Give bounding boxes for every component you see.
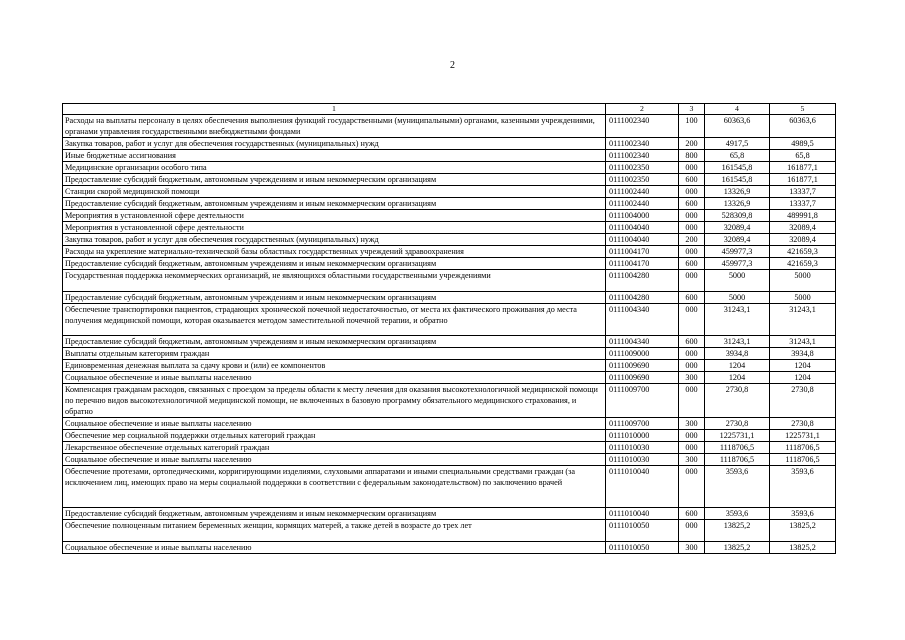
table-row bbox=[63, 258, 836, 270]
row-value-year2: 2730,8 bbox=[770, 418, 836, 430]
row-value-year1: 13326,9 bbox=[705, 186, 770, 198]
row-value-year1: 13326,9 bbox=[705, 198, 770, 210]
table-row bbox=[63, 442, 836, 454]
row-value-year2: 1204 bbox=[770, 360, 836, 372]
row-name: Обеспечение мер социальной поддержки отдельных категорий граждан bbox=[63, 430, 606, 442]
row-name: Мероприятия в установленной сфере деятельности bbox=[63, 210, 606, 222]
table-row bbox=[63, 508, 836, 520]
row-value-year2: 13825,2 bbox=[770, 542, 836, 554]
row-value-year2: 421659,3 bbox=[770, 246, 836, 258]
table-row bbox=[63, 174, 836, 186]
row-name: Социальное обеспечение и иные выплаты населению bbox=[63, 542, 606, 554]
row-code: 0111002350 bbox=[606, 162, 679, 174]
row-value-year1: 1118706,5 bbox=[705, 454, 770, 466]
row-code: 0111004040 bbox=[606, 234, 679, 246]
row-value-year2: 161877,1 bbox=[770, 174, 836, 186]
row-name: Медицинские организации особого типа bbox=[63, 162, 606, 174]
row-value-year2: 3934,8 bbox=[770, 348, 836, 360]
page-number: 2 bbox=[450, 60, 455, 71]
row-value-year1: 459977,3 bbox=[705, 246, 770, 258]
table-row bbox=[63, 186, 836, 198]
column-header-5: 5 bbox=[770, 104, 836, 115]
table-row bbox=[63, 384, 836, 418]
row-expense-type: 300 bbox=[679, 542, 705, 554]
row-expense-type: 000 bbox=[679, 466, 705, 508]
row-value-year1: 1204 bbox=[705, 360, 770, 372]
row-value-year2: 5000 bbox=[770, 292, 836, 304]
row-name: Обеспечение полноценным питанием беременных женщин, кормящих матерей, а также детей в возрасте до трех лет bbox=[63, 520, 606, 542]
table-row bbox=[63, 115, 836, 138]
row-expense-type: 000 bbox=[679, 430, 705, 442]
row-code: 0111004040 bbox=[606, 222, 679, 234]
row-expense-type: 000 bbox=[679, 442, 705, 454]
row-name: Обеспечение протезами, ортопедическими, корригирующими изделиями, слуховыми аппаратами и иными специальными средствами граждан (за исключением лиц, имеющих право на меры социальной поддержки в соответствии с федеральным законодательством) по заключению врачей bbox=[63, 466, 606, 508]
row-value-year1: 528309,8 bbox=[705, 210, 770, 222]
row-expense-type: 300 bbox=[679, 454, 705, 466]
row-value-year1: 2730,8 bbox=[705, 418, 770, 430]
row-expense-type: 000 bbox=[679, 520, 705, 542]
row-value-year2: 32089,4 bbox=[770, 222, 836, 234]
row-name: Иные бюджетные ассигнования bbox=[63, 150, 606, 162]
row-code: 0111004340 bbox=[606, 304, 679, 336]
row-value-year1: 5000 bbox=[705, 292, 770, 304]
table-row bbox=[63, 270, 836, 292]
row-value-year1: 3934,8 bbox=[705, 348, 770, 360]
row-code: 0111002350 bbox=[606, 174, 679, 186]
row-expense-type: 000 bbox=[679, 162, 705, 174]
row-value-year1: 1118706,5 bbox=[705, 442, 770, 454]
table-row bbox=[63, 162, 836, 174]
column-header-1: 1 bbox=[63, 104, 606, 115]
row-value-year1: 32089,4 bbox=[705, 222, 770, 234]
row-code: 0111010040 bbox=[606, 466, 679, 508]
row-expense-type: 000 bbox=[679, 304, 705, 336]
row-value-year1: 161545,8 bbox=[705, 174, 770, 186]
row-name: Расходы на выплаты персоналу в целях обеспечения выполнения функций государственными (муниципальными) органами, казенными учреждениями, органами управления государственными внебюджетными фондами bbox=[63, 115, 606, 138]
row-name: Предоставление субсидий бюджетным, автономным учреждениям и иным некоммерческим организациям bbox=[63, 258, 606, 270]
row-value-year2: 13825,2 bbox=[770, 520, 836, 542]
table-row bbox=[63, 198, 836, 210]
row-value-year2: 60363,6 bbox=[770, 115, 836, 138]
row-code: 0111004340 bbox=[606, 336, 679, 348]
table-row bbox=[63, 372, 836, 384]
row-code: 0111009700 bbox=[606, 384, 679, 418]
row-expense-type: 000 bbox=[679, 210, 705, 222]
row-value-year2: 421659,3 bbox=[770, 258, 836, 270]
row-value-year2: 1204 bbox=[770, 372, 836, 384]
table-row bbox=[63, 454, 836, 466]
table-row bbox=[63, 430, 836, 442]
row-value-year1: 459977,3 bbox=[705, 258, 770, 270]
row-code: 0111010050 bbox=[606, 542, 679, 554]
budget-table bbox=[62, 103, 836, 554]
table-row bbox=[63, 542, 836, 554]
table-row bbox=[63, 304, 836, 336]
table-row bbox=[63, 360, 836, 372]
row-value-year2: 65,8 bbox=[770, 150, 836, 162]
row-name: Социальное обеспечение и иные выплаты населению bbox=[63, 418, 606, 430]
table-row bbox=[63, 150, 836, 162]
row-name: Государственная поддержка некоммерческих организаций, не являющихся областными государственными учреждениями bbox=[63, 270, 606, 292]
row-code: 0111002340 bbox=[606, 138, 679, 150]
row-name: Предоставление субсидий бюджетным, автономным учреждениям и иным некоммерческим организациям bbox=[63, 508, 606, 520]
row-value-year1: 3593,6 bbox=[705, 466, 770, 508]
row-name: Единовременная денежная выплата за сдачу крови и (или) ее компонентов bbox=[63, 360, 606, 372]
row-name: Расходы на укрепление материально-технической базы областных государственных учреждений здравоохранения bbox=[63, 246, 606, 258]
row-value-year2: 1118706,5 bbox=[770, 442, 836, 454]
row-value-year2: 31243,1 bbox=[770, 336, 836, 348]
row-expense-type: 000 bbox=[679, 270, 705, 292]
table-body bbox=[63, 115, 836, 554]
row-expense-type: 000 bbox=[679, 384, 705, 418]
row-expense-type: 000 bbox=[679, 246, 705, 258]
row-expense-type: 600 bbox=[679, 258, 705, 270]
row-code: 0111002440 bbox=[606, 186, 679, 198]
row-name: Мероприятия в установленной сфере деятельности bbox=[63, 222, 606, 234]
row-value-year2: 1118706,5 bbox=[770, 454, 836, 466]
row-code: 0111002340 bbox=[606, 150, 679, 162]
row-value-year1: 32089,4 bbox=[705, 234, 770, 246]
row-name: Компенсация гражданам расходов, связанных с проездом за пределы области к месту лечения для оказания высокотехнологичной медицинской помощи по перечню видов высокотехнологичной медицинской помощи, не включенных в базовую программу обязательного медицинского страхования, и обратно bbox=[63, 384, 606, 418]
row-value-year2: 4989,5 bbox=[770, 138, 836, 150]
row-code: 0111010000 bbox=[606, 430, 679, 442]
row-value-year2: 13337,7 bbox=[770, 198, 836, 210]
table-row bbox=[63, 418, 836, 430]
column-header-4: 4 bbox=[705, 104, 770, 115]
row-expense-type: 100 bbox=[679, 115, 705, 138]
row-code: 0111010030 bbox=[606, 454, 679, 466]
row-value-year1: 1204 bbox=[705, 372, 770, 384]
row-value-year2: 1225731,1 bbox=[770, 430, 836, 442]
row-value-year1: 2730,8 bbox=[705, 384, 770, 418]
row-name: Социальное обеспечение и иные выплаты населению bbox=[63, 454, 606, 466]
row-value-year1: 31243,1 bbox=[705, 336, 770, 348]
row-expense-type: 300 bbox=[679, 372, 705, 384]
row-code: 0111010050 bbox=[606, 520, 679, 542]
row-expense-type: 600 bbox=[679, 336, 705, 348]
row-name: Предоставление субсидий бюджетным, автономным учреждениям и иным некоммерческим организациям bbox=[63, 292, 606, 304]
row-value-year2: 32089,4 bbox=[770, 234, 836, 246]
row-name: Закупка товаров, работ и услуг для обеспечения государственных (муниципальных) нужд bbox=[63, 138, 606, 150]
row-value-year1: 60363,6 bbox=[705, 115, 770, 138]
table-row bbox=[63, 348, 836, 360]
row-expense-type: 800 bbox=[679, 150, 705, 162]
row-code: 0111004000 bbox=[606, 210, 679, 222]
row-name: Лекарственное обеспечение отдельных категорий граждан bbox=[63, 442, 606, 454]
row-expense-type: 200 bbox=[679, 234, 705, 246]
header-row bbox=[63, 104, 836, 115]
row-name: Закупка товаров, работ и услуг для обеспечения государственных (муниципальных) нужд bbox=[63, 234, 606, 246]
column-header-3: 3 bbox=[679, 104, 705, 115]
row-code: 0111004170 bbox=[606, 246, 679, 258]
row-value-year1: 31243,1 bbox=[705, 304, 770, 336]
row-expense-type: 600 bbox=[679, 508, 705, 520]
row-code: 0111010030 bbox=[606, 442, 679, 454]
row-expense-type: 000 bbox=[679, 360, 705, 372]
table-row bbox=[63, 246, 836, 258]
table-row bbox=[63, 222, 836, 234]
row-value-year2: 31243,1 bbox=[770, 304, 836, 336]
row-name: Предоставление субсидий бюджетным, автономным учреждениям и иным некоммерческим организациям bbox=[63, 336, 606, 348]
row-code: 0111004170 bbox=[606, 258, 679, 270]
table-row bbox=[63, 234, 836, 246]
row-code: 0111009690 bbox=[606, 360, 679, 372]
row-code: 0111009690 bbox=[606, 372, 679, 384]
table-row bbox=[63, 292, 836, 304]
row-name: Предоставление субсидий бюджетным, автономным учреждениям и иным некоммерческим организациям bbox=[63, 174, 606, 186]
row-value-year2: 2730,8 bbox=[770, 384, 836, 418]
row-expense-type: 600 bbox=[679, 174, 705, 186]
row-name: Станции скорой медицинской помощи bbox=[63, 186, 606, 198]
row-expense-type: 000 bbox=[679, 348, 705, 360]
row-code: 0111010040 bbox=[606, 508, 679, 520]
row-value-year1: 65,8 bbox=[705, 150, 770, 162]
row-code: 0111002340 bbox=[606, 115, 679, 138]
row-expense-type: 200 bbox=[679, 138, 705, 150]
row-value-year2: 489991,8 bbox=[770, 210, 836, 222]
row-value-year2: 5000 bbox=[770, 270, 836, 292]
row-value-year1: 1225731,1 bbox=[705, 430, 770, 442]
row-value-year2: 3593,6 bbox=[770, 466, 836, 508]
row-code: 0111002440 bbox=[606, 198, 679, 210]
row-value-year1: 4917,5 bbox=[705, 138, 770, 150]
row-value-year1: 13825,2 bbox=[705, 520, 770, 542]
row-code: 0111004280 bbox=[606, 292, 679, 304]
row-code: 0111009000 bbox=[606, 348, 679, 360]
row-expense-type: 300 bbox=[679, 418, 705, 430]
table-row bbox=[63, 138, 836, 150]
row-value-year1: 13825,2 bbox=[705, 542, 770, 554]
row-name: Предоставление субсидий бюджетным, автономным учреждениям и иным некоммерческим организациям bbox=[63, 198, 606, 210]
table-row bbox=[63, 336, 836, 348]
row-code: 0111009700 bbox=[606, 418, 679, 430]
table-row bbox=[63, 520, 836, 542]
row-name: Выплаты отдельным категориям граждан bbox=[63, 348, 606, 360]
row-value-year2: 161877,1 bbox=[770, 162, 836, 174]
row-name: Социальное обеспечение и иные выплаты населению bbox=[63, 372, 606, 384]
row-value-year1: 5000 bbox=[705, 270, 770, 292]
row-expense-type: 000 bbox=[679, 186, 705, 198]
row-code: 0111004280 bbox=[606, 270, 679, 292]
row-value-year2: 13337,7 bbox=[770, 186, 836, 198]
row-expense-type: 600 bbox=[679, 292, 705, 304]
table-row bbox=[63, 210, 836, 222]
column-header-2: 2 bbox=[606, 104, 679, 115]
row-expense-type: 000 bbox=[679, 222, 705, 234]
row-value-year1: 161545,8 bbox=[705, 162, 770, 174]
row-value-year2: 3593,6 bbox=[770, 508, 836, 520]
row-name: Обеспечение транспортировки пациентов, страдающих хронической почечной недостаточностью, от места их фактического проживания до места получения медицинской помощи, которая оказывается методом заместительной почечной терапии, и обратно bbox=[63, 304, 606, 336]
row-expense-type: 600 bbox=[679, 198, 705, 210]
row-value-year1: 3593,6 bbox=[705, 508, 770, 520]
table-row bbox=[63, 466, 836, 508]
